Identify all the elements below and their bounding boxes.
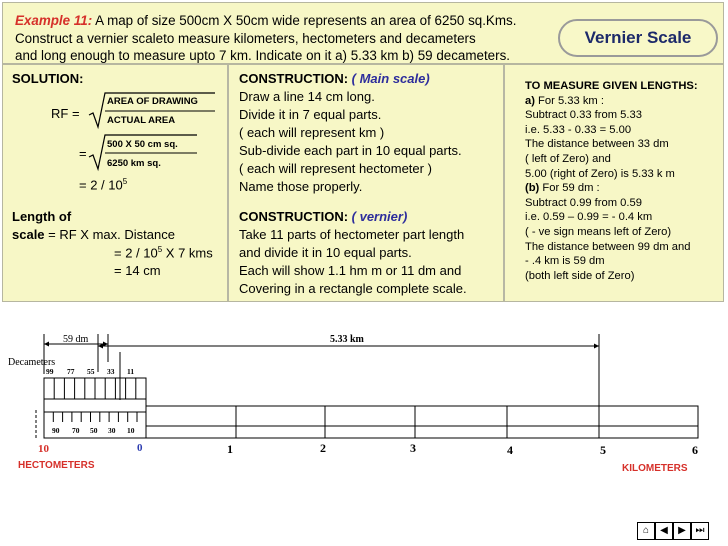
main-step-4: Sub-divide each part in 10 equal parts. (239, 143, 462, 158)
vernier-labels (46, 367, 134, 376)
home-icon[interactable]: ⌂ (637, 522, 655, 540)
km-label-2: 2 (320, 441, 326, 455)
km-label-1: 1 (227, 442, 233, 456)
rf-label: RF = (51, 106, 80, 121)
solution-title: SOLUTION: (12, 71, 84, 86)
scale-calc-1-suffix: X 7 kms (162, 245, 213, 261)
main-step-3: ( each will represent km ) (239, 125, 385, 140)
next-icon[interactable]: ▶ (673, 522, 691, 540)
rf-result (79, 177, 127, 192)
scale-calc-1-base: = 2 / 10 (114, 245, 158, 261)
construction-panel (229, 65, 505, 301)
vernier-step-2: and divide it in 10 equal parts. (239, 245, 412, 260)
measure-panel (505, 65, 723, 301)
case-a-label: a) (525, 94, 535, 107)
km-label-6: 6 (692, 443, 698, 457)
previous-icon[interactable]: ◀ (655, 522, 673, 540)
vernier-step-4: Covering in a rectangle complete scale. (239, 281, 467, 296)
measure-text (525, 79, 698, 283)
scale-calc-1 (114, 245, 213, 260)
main-scale (146, 406, 698, 438)
case-b-line-4: The distance between 99 dm and (525, 240, 691, 253)
scale-word: scale (12, 227, 45, 242)
decameters-label: Decameters (8, 357, 56, 368)
end-icon[interactable]: ⏭ (691, 522, 709, 540)
case-a-line-1: Subtract 0.33 from 5.33 (525, 109, 642, 122)
vernier-step-1: Take 11 parts of hectometer part length (239, 227, 465, 242)
example-label: Example 11: (15, 13, 93, 28)
main-step-6: Name those properly. (239, 179, 363, 194)
vernier-label-55: 55 (87, 367, 95, 376)
problem-line-3: and long enough to measure upto 7 km. Indicate on it a) 5.33 km b) 59 decameters. (15, 48, 511, 63)
case-a-line-3: The distance between 33 dm (525, 138, 669, 151)
kilometers-label: KILOMETERS (622, 463, 688, 474)
construction-heading: CONSTRUCTION: (239, 71, 349, 86)
km-label-4: 4 (507, 443, 513, 457)
length-of-label: Length of (12, 209, 72, 224)
hectometers-label: HECTOMETERS (18, 460, 95, 471)
vernier-heading (239, 208, 467, 226)
rf-result-base: = 2 / 10 (79, 177, 123, 193)
measure-heading: TO MEASURE GIVEN LENGTHS: (525, 80, 698, 92)
main-scale-subheading: ( Main scale) (348, 71, 430, 86)
main-scale-heading (239, 70, 467, 88)
fraction-2-numerator: 500 X 50 cm sq. (107, 139, 178, 150)
hecto-label-70: 70 (72, 426, 80, 435)
hecto-label-50: 50 (90, 426, 98, 435)
zero-label: 0 (137, 442, 143, 454)
vernier-label-11: 11 (127, 367, 135, 376)
scale-calc-1-exponent: 5 (157, 245, 163, 254)
km-labels (227, 441, 698, 457)
case-b-label: (b) (525, 182, 540, 195)
equals-sign: = (79, 146, 87, 161)
vernier-step-3: Each will show 1.1 hm m or 11 dm and (239, 263, 462, 278)
hectometer-labels (52, 426, 135, 435)
construction-heading-2: CONSTRUCTION: (239, 209, 349, 224)
scale-formula (12, 227, 175, 242)
hecto-label-90: 90 (52, 426, 60, 435)
vernier-label-33: 33 (107, 367, 115, 376)
km-label-3: 3 (410, 441, 416, 455)
construction-text (239, 70, 467, 298)
solution-panel (3, 65, 229, 301)
dim-533km-label: 5.33 km (330, 334, 364, 345)
vernier-scale-diagram (0, 302, 728, 546)
title-badge: Vernier Scale (558, 19, 718, 57)
scale-calc-2: = 14 cm (114, 263, 161, 278)
vernier-label-99: 99 (46, 367, 54, 376)
main-step-1: Draw a line 14 cm long. (239, 89, 375, 104)
main-step-2: Divide it in 7 equal parts. (239, 107, 382, 122)
vernier-subheading: ( vernier) (348, 209, 408, 224)
km-label-5: 5 (600, 443, 606, 457)
case-a-text: For 5.33 km : (534, 94, 604, 107)
case-a-line-4: ( left of Zero) and (525, 152, 611, 165)
fraction-2-denominator: 6250 km sq. (107, 158, 161, 169)
case-a-line-5: 5.00 (right of Zero) is 5.33 k m (525, 167, 675, 180)
fraction-1-numerator: AREA OF DRAWING (107, 96, 198, 107)
hecto-label-10: 10 (127, 426, 135, 435)
problem-line-1: A map of size 500cm X 50cm wide represents an area of 6250 sq.Kms. (92, 13, 517, 28)
case-b-line-1: Subtract 0.99 from 0.59 (525, 196, 642, 209)
problem-statement (15, 12, 516, 65)
case-b-line-6: (both left side of Zero) (525, 269, 635, 282)
fraction-1-denominator: ACTUAL AREA (107, 115, 176, 126)
case-b-line-3: ( - ve sign means left of Zero) (525, 225, 672, 238)
case-b-heading (525, 181, 698, 196)
problem-line-2: Construct a vernier scaleto measure kilometers, hectometers and decameters (15, 30, 476, 46)
case-a-heading (525, 94, 698, 109)
dimension-533km (98, 334, 599, 410)
problem-header (2, 2, 724, 64)
rf-result-exponent: 5 (122, 177, 128, 186)
hecto-label-30: 30 (108, 426, 116, 435)
case-b-text: For 59 dm : (539, 182, 600, 195)
scale-formula-text: = RF X max. Distance (44, 227, 175, 242)
case-b-line-2: i.e. 0.59 – 0.99 = - 0.4 km (525, 211, 653, 224)
case-a-line-2: i.e. 5.33 - 0.33 = 5.00 (525, 123, 632, 136)
dim-59dm-label: 59 dm (63, 334, 89, 345)
vernier-label-77: 77 (67, 367, 75, 376)
hecto-ten-label: 10 (38, 443, 49, 455)
content-panels (2, 64, 724, 302)
main-step-5: ( each will represent hectometer ) (239, 161, 432, 176)
case-b-line-5: - .4 km is 59 dm (525, 255, 605, 268)
